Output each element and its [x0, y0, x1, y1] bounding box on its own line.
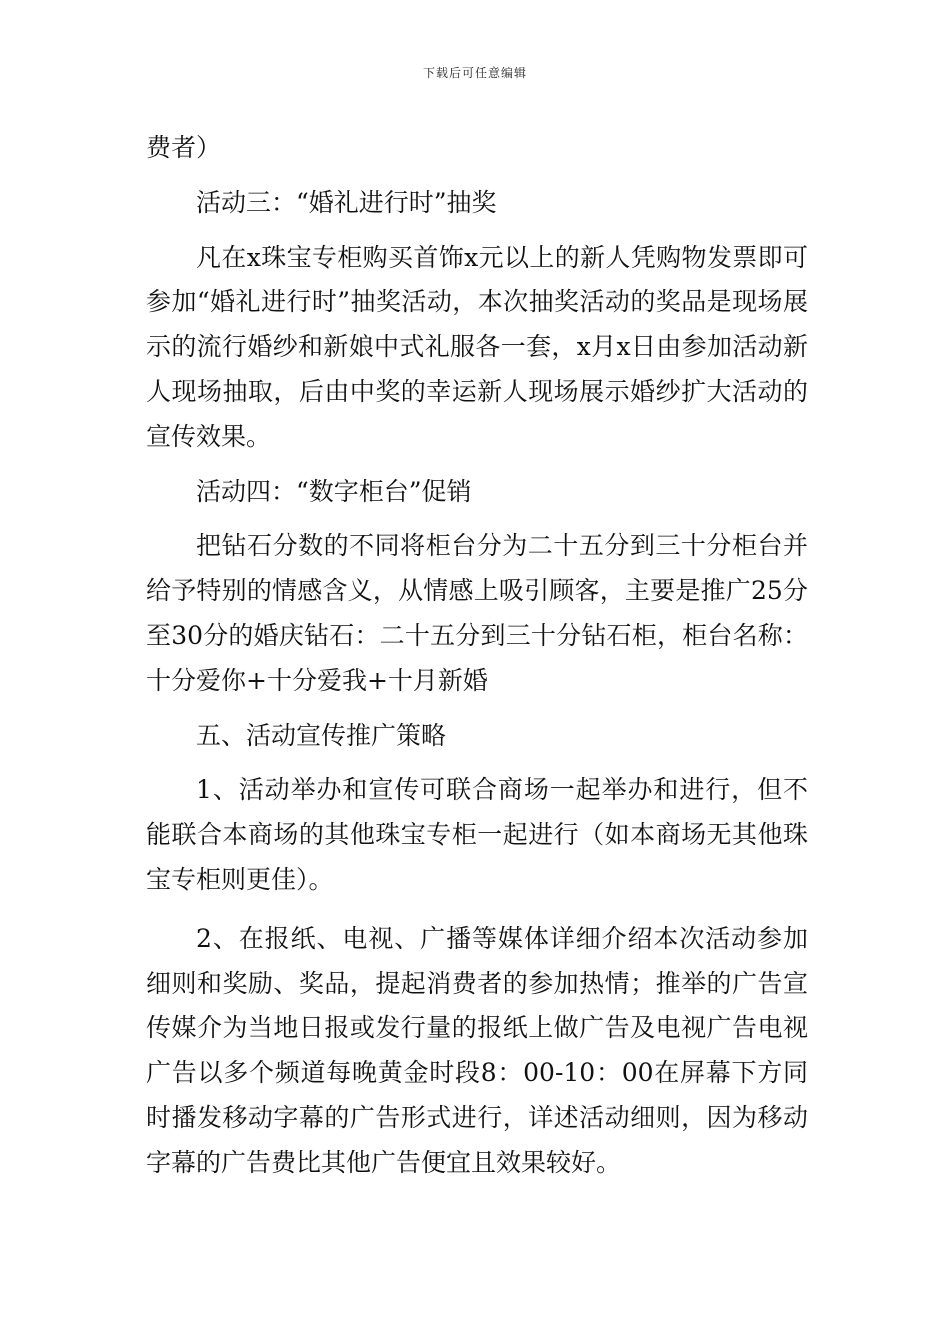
- paragraph-digital-counter: 把钻石分数的不同将柜台分为二十五分到三十分柜台并给予特别的情感含义，从情感上吸引顾客，主要是推广25分至30分的婚庆钻石：二十五分到三十分钻石柜，柜台名称：十分爱你+十分爱我+十月新婚: [146, 531, 808, 695]
- heading-activity-four: 活动四：“数字柜台”促销: [196, 476, 472, 506]
- paragraph-strategy-two: 2、在报纸、电视、广播等媒体详细介绍本次活动参加细则和奖励、奖品，提起消费者的参加热情；推举的广告宣传媒介为当地日报或发行量的报纸上做广告及电视广告电视广告以多个频道每晚黄金时段8：00-10：00在屏幕下方同时播发移动字幕的广告形式进行，详述活动细则，因为移动字幕的广告费比其他广告便宜且效果较好。: [146, 923, 808, 1177]
- paragraph-continuation: 费者）: [146, 133, 222, 162]
- paragraph-strategy-one: 1、活动举办和宣传可联合商场一起举办和进行，但不能联合本商场的其他珠宝专柜一起进行（如本商场无其他珠宝专柜则更佳）。: [146, 775, 808, 894]
- heading-activity-three: 活动三：“婚礼进行时”抽奖: [196, 187, 497, 217]
- heading-promotion-strategy: 五、活动宣传推广策略: [196, 720, 447, 750]
- paragraph-lottery: 凡在x珠宝专柜购买首饰x元以上的新人凭购物发票即可参加“婚礼进行时”抽奖活动，本次抽奖活动的奖品是现场展示的流行婚纱和新娘中式礼服各一套，x月x日由参加活动新人现场抽取，后由中奖的幸运新人现场展示婚纱扩大活动的宣传效果。: [146, 242, 808, 451]
- document-body: [146, 126, 808, 1186]
- page-header: 下载后可任意编辑: [422, 66, 527, 80]
